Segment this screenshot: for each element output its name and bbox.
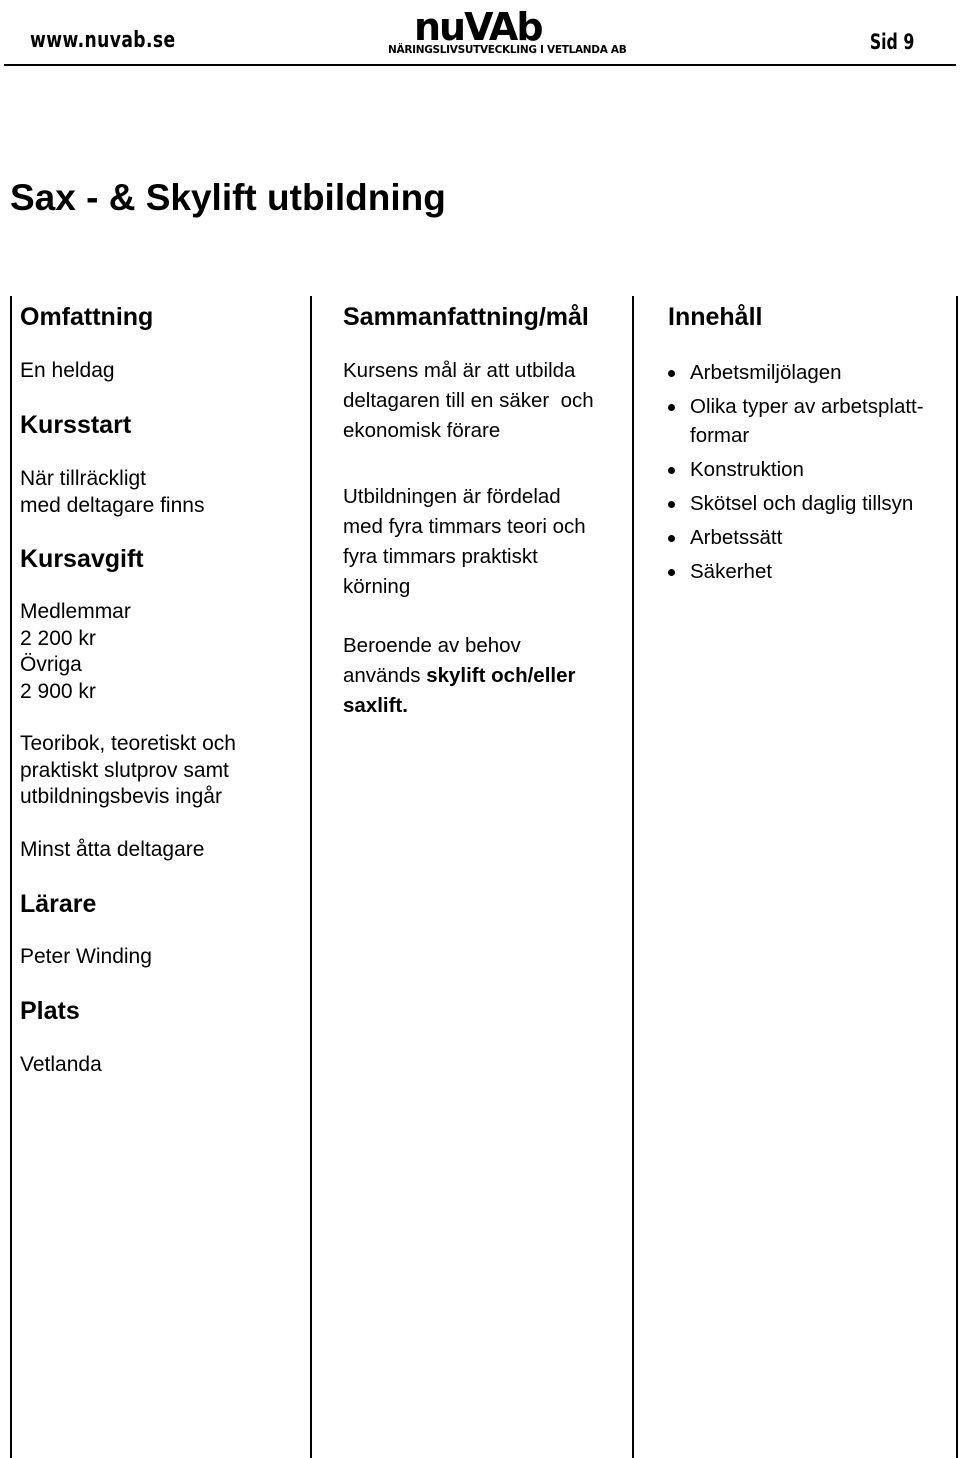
includes-text: Teoribok, teoretiskt och praktiskt slutprov samt utbildningsbevis ingår bbox=[20, 732, 236, 808]
bullet-icon bbox=[668, 467, 675, 474]
column-summary bbox=[310, 296, 634, 1458]
page-number: Sid 9 bbox=[869, 30, 914, 54]
bullet-icon bbox=[668, 501, 675, 508]
header-divider bbox=[4, 64, 956, 66]
list-item bbox=[668, 392, 924, 450]
site-url: www.nuvab.se bbox=[30, 28, 176, 53]
bullet-icon bbox=[668, 404, 675, 411]
summary-heading: Sammanfattning/mål bbox=[343, 303, 589, 331]
logo-tagline: NÄRINGSLIVSUTVECKLING I VETLANDA AB bbox=[388, 44, 627, 56]
list-item bbox=[668, 557, 924, 586]
kursstart-text: När tillräckligt med deltagare finns bbox=[20, 467, 205, 517]
list-item-label: Arbetssätt bbox=[690, 526, 783, 549]
kursavgift-text: Medlemmar 2 200 kr Övriga 2 900 kr bbox=[20, 600, 131, 703]
list-item bbox=[668, 358, 924, 387]
list-item-label: Skötsel och daglig tillsyn bbox=[690, 492, 914, 515]
column-content bbox=[632, 296, 958, 1458]
larare-text: Peter Winding bbox=[20, 945, 152, 968]
list-item-label: Säkerhet bbox=[690, 560, 773, 583]
bullet-icon bbox=[668, 535, 675, 542]
equipment-plain-text: Beroende av behov används bbox=[343, 634, 521, 687]
min-participants-text: Minst åtta deltagare bbox=[20, 838, 205, 861]
plats-heading: Plats bbox=[20, 997, 80, 1025]
kursavgift-heading: Kursavgift bbox=[20, 545, 144, 573]
equipment-bold-text-2: saxlift. bbox=[343, 694, 408, 717]
list-item-label: Arbetsmiljölagen bbox=[690, 361, 842, 384]
list-item-label: Olika typer av arbetsplatt- formar bbox=[690, 395, 924, 447]
list-item-label: Konstruktion bbox=[690, 458, 804, 481]
kursstart-heading: Kursstart bbox=[20, 411, 132, 439]
larare-heading: Lärare bbox=[20, 890, 97, 918]
list-item bbox=[668, 455, 924, 484]
content-heading: Innehåll bbox=[668, 303, 763, 331]
plats-text: Vetlanda bbox=[20, 1053, 102, 1076]
summary-paragraph-structure: Utbildningen är fördelad med fyra timmars teori och fyra timmars praktiskt körning bbox=[343, 485, 586, 598]
omfattning-text: En heldag bbox=[20, 359, 115, 382]
list-item bbox=[668, 489, 924, 518]
page-title: Sax - & Skylift utbildning bbox=[10, 177, 446, 218]
list-item bbox=[668, 523, 924, 552]
bullet-icon bbox=[668, 370, 675, 377]
summary-paragraph-goal: Kursens mål är att utbilda deltagaren till en säker och ekonomisk förare bbox=[343, 359, 594, 442]
nuvab-logo bbox=[388, 5, 627, 56]
bullet-icon bbox=[668, 569, 675, 576]
logo-wordmark: nuVAb bbox=[414, 5, 542, 49]
column-course-details bbox=[10, 296, 312, 1458]
content-list bbox=[668, 358, 924, 591]
omfattning-heading: Omfattning bbox=[20, 303, 154, 331]
equipment-bold-text: skylift och/eller bbox=[426, 664, 576, 687]
page-header bbox=[0, 0, 960, 66]
summary-paragraph-equipment bbox=[343, 631, 575, 721]
